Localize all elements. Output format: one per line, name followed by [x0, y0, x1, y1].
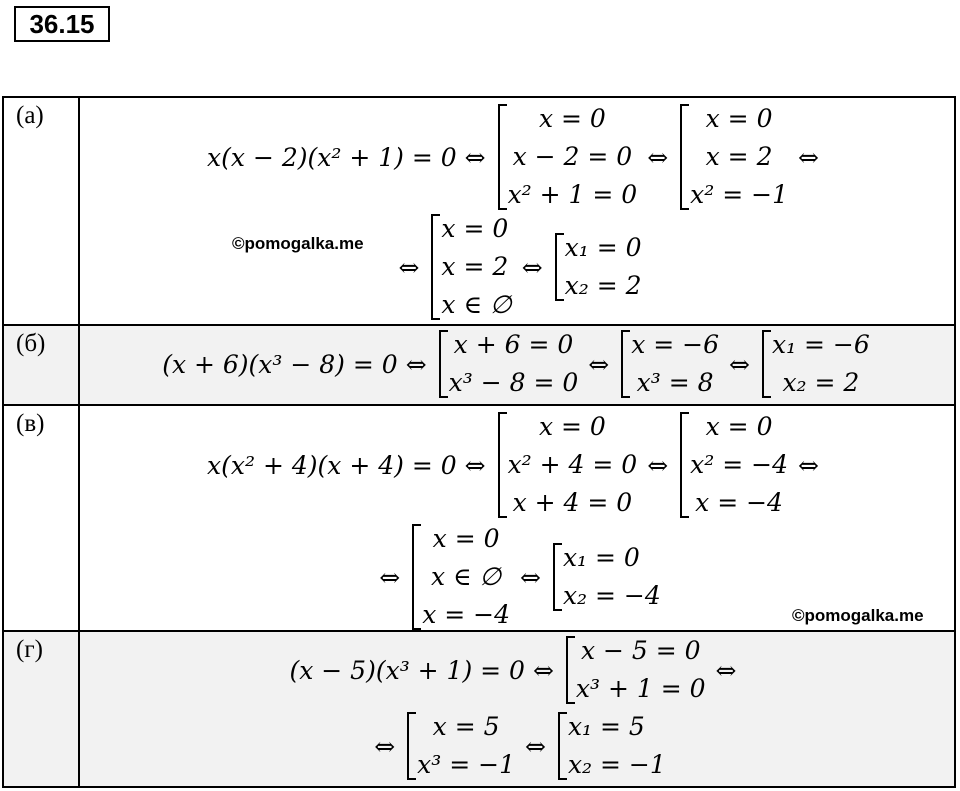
system-line: x = 0 — [538, 104, 606, 133]
continuation-line — [80, 210, 954, 324]
system-line: x = 0 — [705, 104, 773, 133]
system-line: x = 0 — [538, 412, 606, 441]
system-line: x = −6 — [631, 330, 720, 359]
solution-table — [2, 96, 956, 788]
solution-cell — [80, 632, 954, 786]
iff-symbol: ⇔ — [532, 655, 554, 685]
case-system — [619, 326, 719, 402]
system-line: x² + 1 = 0 — [507, 180, 638, 209]
equation: x(x² + 4)(x + 4) = 0 — [207, 450, 457, 480]
row-a — [4, 98, 954, 326]
label-cell — [4, 326, 80, 404]
watermark: ©pomogalka.me — [232, 234, 364, 253]
system-line: x = 5 — [432, 712, 500, 741]
iff-symbol: ⇔ — [519, 562, 541, 592]
solution-cell — [80, 98, 954, 324]
problem-number: 36.15 — [14, 6, 110, 42]
system-line: x = −4 — [422, 600, 510, 629]
system-line: x³ = 8 — [636, 368, 714, 397]
case-system — [405, 708, 515, 784]
answer-system — [551, 539, 661, 615]
answer-system — [760, 326, 870, 402]
case-system — [678, 408, 788, 522]
iff-symbol: ⇔ — [797, 142, 819, 172]
iff-symbol: ⇔ — [715, 655, 737, 685]
solution-cell — [80, 406, 954, 630]
case-system — [496, 408, 638, 522]
equation-line — [80, 632, 954, 708]
answer-line: x₂ = −4 — [562, 581, 661, 610]
case-system — [564, 632, 706, 708]
iff-symbol: ⇔ — [374, 731, 396, 761]
system-line: x = 0 — [432, 524, 500, 553]
iff-symbol: ⇔ — [525, 731, 546, 761]
system-line: x + 6 = 0 — [453, 330, 574, 359]
iff-symbol: ⇔ — [398, 252, 420, 282]
system-line: x = 2 — [705, 142, 773, 171]
system-line: x = 0 — [441, 214, 509, 243]
iff-symbol: ⇔ — [647, 142, 669, 172]
case-system — [410, 520, 510, 634]
equation: x(x − 2)(x² + 1) = 0 — [207, 142, 457, 172]
iff-symbol: ⇔ — [379, 562, 401, 592]
answer-line: x₁ = −6 — [771, 330, 870, 359]
iff-symbol: ⇔ — [729, 349, 750, 379]
equation-line — [80, 326, 954, 402]
row-label: (в) — [16, 410, 45, 437]
system-line: x = 0 — [705, 412, 773, 441]
iff-symbol: ⇔ — [464, 142, 486, 172]
label-cell — [4, 98, 80, 324]
continuation-line — [80, 708, 954, 784]
case-system — [437, 326, 579, 402]
answer-line: x₂ = −1 — [567, 750, 666, 779]
answer-line: x₁ = 5 — [567, 712, 645, 741]
answer-line: x₂ = 2 — [782, 368, 860, 397]
system-line: x³ − 8 = 0 — [448, 368, 579, 397]
equation-line — [80, 408, 954, 522]
iff-symbol: ⇔ — [797, 450, 819, 480]
answer-line: x₁ = 0 — [562, 543, 640, 572]
label-cell — [4, 406, 80, 630]
system-line: x + 4 = 0 — [512, 488, 633, 517]
iff-symbol: ⇔ — [405, 349, 427, 379]
equation: (x − 5)(x³ + 1) = 0 — [289, 655, 525, 685]
iff-symbol: ⇔ — [464, 450, 486, 480]
solution-cell — [80, 326, 954, 404]
row-g — [4, 632, 954, 786]
row-label: (а) — [16, 102, 44, 129]
system-line: x² = −4 — [690, 450, 788, 479]
iff-symbol: ⇔ — [521, 252, 543, 282]
case-system — [496, 100, 638, 214]
system-line: x − 5 = 0 — [580, 636, 701, 665]
equation-line — [80, 100, 954, 214]
row-v — [4, 406, 954, 632]
system-line: x = 2 — [441, 252, 509, 281]
answer-line: x₁ = 0 — [564, 233, 642, 262]
system-line: x ∈ ∅ — [430, 562, 502, 591]
system-line: x ∈ ∅ — [441, 290, 512, 319]
answer-system — [556, 708, 666, 784]
system-line: x = −4 — [695, 488, 783, 517]
label-cell — [4, 632, 80, 786]
iff-symbol: ⇔ — [588, 349, 610, 379]
case-system — [678, 100, 788, 214]
system-line: x³ = −1 — [417, 750, 515, 779]
system-line: x² = −1 — [690, 180, 788, 209]
system-line: x² + 4 = 0 — [507, 450, 638, 479]
row-b — [4, 326, 954, 406]
system-line: x³ + 1 = 0 — [575, 674, 706, 703]
system-line: x − 2 = 0 — [512, 142, 633, 171]
answer-line: x₂ = 2 — [564, 271, 642, 300]
case-system — [429, 210, 511, 324]
watermark: ©pomogalka.me — [792, 606, 924, 625]
row-label: (г) — [16, 636, 43, 663]
answer-system — [553, 229, 642, 305]
iff-symbol: ⇔ — [647, 450, 669, 480]
equation: (x + 6)(x³ − 8) = 0 — [162, 349, 398, 379]
row-label: (б) — [16, 330, 46, 357]
